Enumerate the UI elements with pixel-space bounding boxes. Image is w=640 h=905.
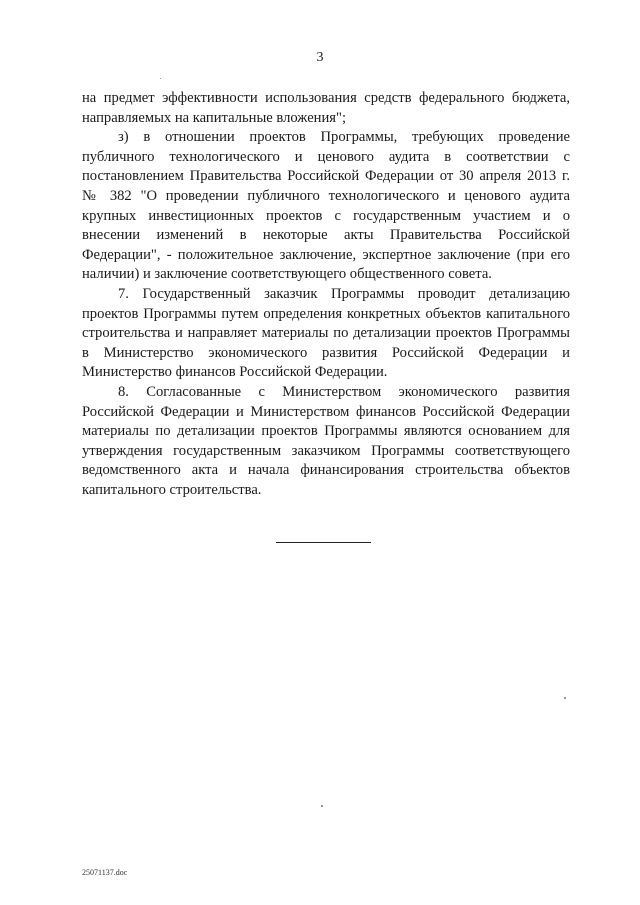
paragraph-continuation: на предмет эффективности использования средств федерального бюджета, направляемых на капитальные вложения"; bbox=[82, 90, 570, 126]
paragraph-item-7: 7. Государственный заказчик Программы проводит детализацию проектов Программы путем определения конкретных объектов капитального строительства и направляет материалы по детализации проектов Программы в Министерство экономического развития Российской Федерации и Министерство финансов Российской Федерации. bbox=[82, 285, 570, 381]
document-file-code: 25071137.doc bbox=[82, 868, 128, 877]
scan-speck bbox=[160, 78, 161, 79]
paragraph-item-8: 8. Согласованные с Министерством экономического развития Российской Федерации и Министерством финансов Российской Федерации материалы по детализации проектов Программы являются основанием для утверждения государственным заказчиком Программы соответствующего ведомственного акта и начала финансирования строительства объектов капитального строительства. bbox=[82, 383, 570, 498]
scan-speck bbox=[564, 697, 566, 699]
paragraph-item-z: з) в отношении проектов Программы, требующих проведение публичного технологического и ценового аудита в соответствии с постановлением Правительства Российской Федерации от 30 апреля 2013 г. № 382 "О проведении публичного технологического и ценового аудита крупных инвестиционных проектов с государственным участием и о внесении изменений в некоторые акты Правительства Российской Федерации", - положительное заключение, экспертное заключение (при его наличии) и заключение соответствующего общественного совета. bbox=[82, 129, 570, 283]
end-separator-line bbox=[276, 542, 371, 543]
page-number: 3 bbox=[316, 50, 324, 65]
document-body bbox=[82, 89, 570, 500]
scan-speck bbox=[321, 805, 323, 807]
